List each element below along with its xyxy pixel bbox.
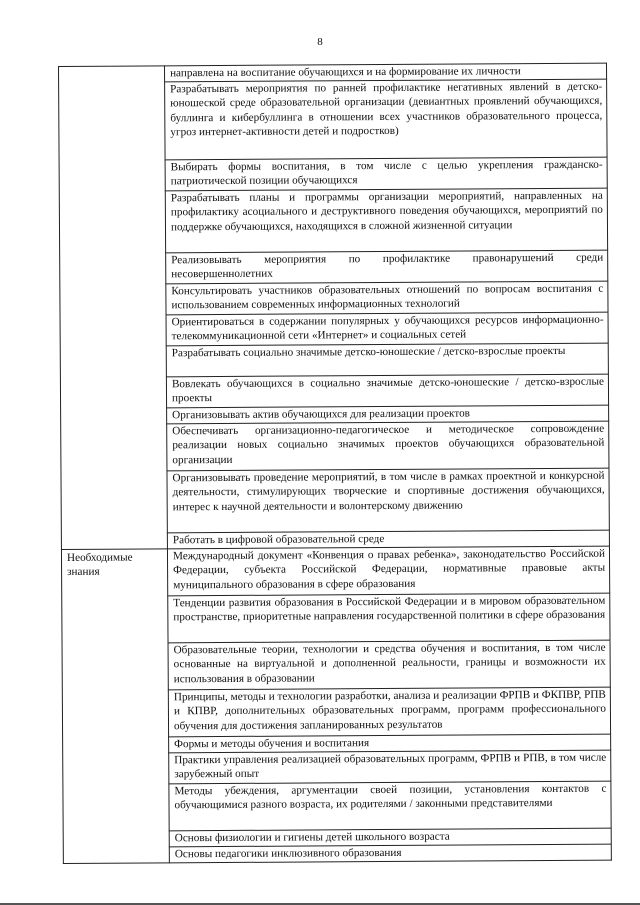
table-cell: Образовательные теории, технологии и средства обучения и воспитания, в том числе основанные на виртуальной и дополненной реальности, границы и возможности их использования в образовании — [168, 640, 610, 690]
table-cell: Основы физиологии и гигиены детей школьного возраста — [169, 828, 611, 847]
table-cell: Практики управления реализацией образовательных программ, ФРПВ и РПВ, в том числе зарубежный опыт — [169, 750, 611, 784]
table-cell: Организовывать актив обучающихся для реализации проектов — [167, 405, 609, 424]
table-cell: Ориентироваться в содержании популярных у обучающихся ресурсов информационно-телекоммуникационной сети «Интернет» и социальных сетей — [166, 312, 608, 346]
table-cell: Тенденции развития образования в Российской Федерации и в мировом образовательном пространстве, приоритетные направления государственной политики в сфере образования — [168, 593, 610, 643]
competency-table — [58, 63, 612, 864]
table-cell: Работать в цифровой образовательной среде — [167, 530, 609, 549]
table-cell: Обеспечивать организационно-педагогическое и методическое сопровождение реализации новых социально значимых проектов обучающихся образовательной организации — [167, 421, 609, 471]
table-cell: Реализовывать мероприятия по профилактике правонарушений среди несовершеннолетних — [166, 250, 608, 284]
row-label-knowledge: Необходимые знания — [61, 549, 169, 864]
table-cell: Принципы, методы и технологии разработки, анализа и реализации ФРПВ и ФКПВР, РПВ и КПВР, дополнительных образовательных программ, программ профессионального обучения для достижения запланированных результатов — [168, 687, 610, 737]
row-label-skills — [59, 66, 168, 550]
table-cell: Формы и методы обучения и воспитания — [169, 734, 611, 753]
page-number: 8 — [317, 36, 323, 48]
table-cell: Разрабатывать мероприятия по ранней профилактике негативных явлений в детско-юношеской среде образовательной организации (девиантных проявлений обучающихся, буллинга и кибербуллинга в отношении всех участников образовательного процесса, угроз интернет-активности детей и подростков) — [165, 79, 607, 160]
table-cell: направлена на воспитание обучающихся и на формирование их личности — [165, 63, 607, 82]
table-row — [61, 546, 609, 596]
table-cell: Разрабатывать планы и программы организации мероприятий, направленных на профилактику асоциального и деструктивного поведения обучающихся, мероприятий по поддержке обучающихся, находящихся в сложной жизненной ситуации — [165, 188, 607, 253]
table-cell: Выбирать формы воспитания, в том числе с целью укрепления гражданско-патриотической позиции обучающихся — [165, 157, 607, 191]
table-cell: Основы педагогики инклюзивного образования — [169, 844, 611, 863]
table-cell: Методы убеждения, аргументации своей позиции, установления контактов с обучающимися разного возраста, их родителями / законными представителями — [169, 781, 611, 831]
table-cell: Разрабатывать социально значимые детско-юношеские / детско-взрослые проекты — [166, 343, 608, 377]
table-cell: Консультировать участников образовательных отношений по вопросам воспитания с использованием современных информационных технологий — [166, 281, 608, 315]
table-cell: Международный документ «Конвенция о правах ребенка», законодательство Российской Федерации, субъекта Российской Федерации, нормативные правовые акты муниципального образования в сфере образования — [167, 546, 609, 596]
table-cell: Организовывать проведение мероприятий, в том числе в рамках проектной и конкурсной деятельности, стимулирующих творческие и спортивные достижения обучающихся, интерес к научной деятельности и волонтерскому движению — [167, 468, 609, 533]
table-cell: Вовлекать обучающихся в социально значимые детско-юношеские / детско-взрослые проекты — [166, 374, 608, 408]
